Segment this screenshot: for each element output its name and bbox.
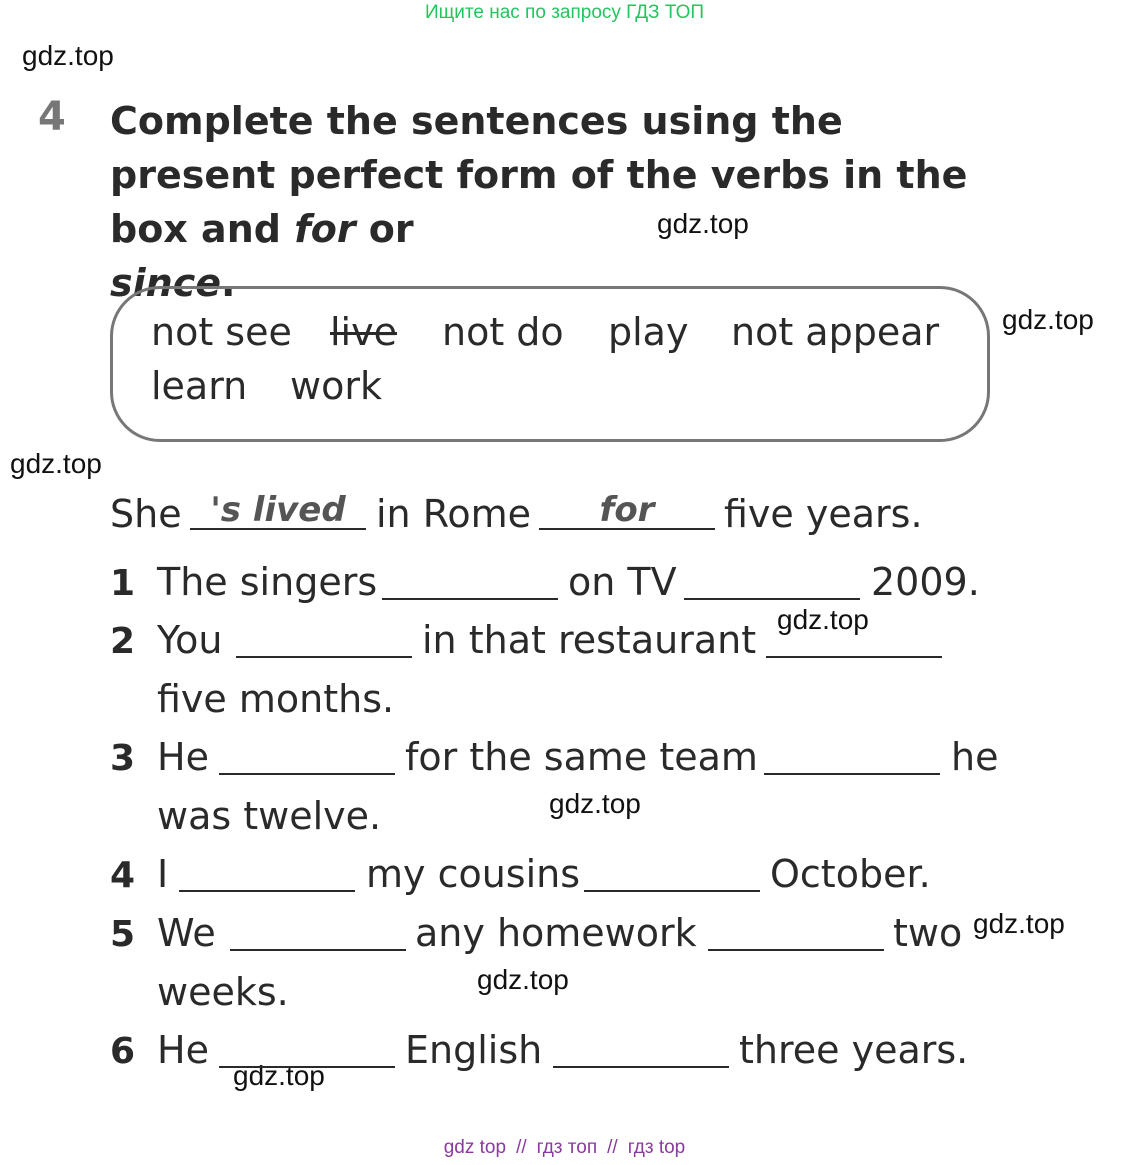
example-answer: 's lived: [210, 490, 346, 530]
sentence-text: I: [157, 852, 169, 896]
answer-blank[interactable]: [190, 528, 366, 530]
answer-blank[interactable]: [382, 598, 558, 600]
example-text: five years.: [724, 492, 923, 536]
sentence-text: 2009.: [871, 560, 980, 604]
instruction-for: for: [294, 207, 356, 251]
answer-blank[interactable]: [766, 656, 942, 658]
answer-blank[interactable]: [553, 1066, 729, 1068]
watermark: gdz.top: [973, 908, 1065, 939]
instruction-end: .: [221, 261, 236, 305]
answer-blank[interactable]: [236, 656, 412, 658]
answer-blank[interactable]: [764, 773, 940, 775]
sentence-number: 3: [110, 738, 136, 779]
sentence-number: 4: [110, 855, 136, 896]
answer-blank[interactable]: [219, 773, 395, 775]
sentence-text: he: [951, 735, 999, 779]
example-answer: for: [599, 490, 655, 530]
watermark: gdz.top: [549, 788, 641, 819]
footer-link[interactable]: гдз топ: [536, 1137, 598, 1158]
footer-separator: //: [607, 1137, 618, 1158]
sentence-text: on TV: [568, 560, 677, 604]
footer-link[interactable]: gdz top: [443, 1137, 507, 1158]
answer-blank[interactable]: [179, 890, 355, 892]
answer-blank[interactable]: [584, 890, 760, 892]
sentence-text: my cousins: [366, 852, 581, 896]
sentence-number: 2: [110, 621, 136, 662]
sentence-number: 1: [110, 563, 136, 604]
answer-blank[interactable]: [230, 949, 406, 951]
watermark: gdz.top: [777, 604, 869, 635]
instruction-since: since: [110, 261, 221, 305]
footer-separator: //: [516, 1137, 527, 1158]
sentence-text: You: [157, 618, 223, 662]
sentence-text: The singers: [157, 560, 378, 604]
word-box-word: work: [290, 364, 382, 408]
word-box-word: learn: [151, 364, 248, 408]
answer-blank[interactable]: [539, 528, 715, 530]
exercise-number: 4: [38, 94, 66, 140]
top-banner: Ищите нас по запросу ГДЗ ТОП: [424, 2, 705, 23]
sentence-text: five months.: [157, 677, 395, 721]
sentence-text: We: [157, 911, 216, 955]
sentence-text: October.: [770, 852, 931, 896]
footer-link[interactable]: гдз top: [627, 1137, 686, 1158]
sentence-text: He: [157, 735, 209, 779]
sentence-text: three years.: [739, 1028, 969, 1072]
watermark: gdz.top: [22, 40, 114, 71]
answer-blank[interactable]: [219, 1066, 395, 1068]
word-box-word: not see: [151, 310, 292, 354]
sentence-text: in that restaurant: [422, 618, 757, 662]
watermark: gdz.top: [657, 208, 749, 239]
watermark: gdz.top: [477, 964, 569, 995]
word-box-word-struck: live: [330, 310, 397, 354]
sentence-text: English: [405, 1028, 543, 1072]
answer-blank[interactable]: [708, 949, 884, 951]
example-text: She: [110, 492, 182, 536]
word-box-word: not appear: [731, 310, 940, 354]
sentence-number: 5: [110, 914, 136, 955]
exercise-instruction: [110, 94, 1010, 310]
instruction-or: or: [355, 207, 414, 251]
word-box-word: play: [608, 310, 689, 354]
word-box-word: not do: [442, 310, 564, 354]
answer-blank[interactable]: [684, 598, 860, 600]
sentence-text: was twelve.: [157, 794, 382, 838]
sentence-text: weeks.: [157, 970, 289, 1014]
sentence-text: two: [893, 911, 963, 955]
sentence-text: for the same team: [405, 735, 758, 779]
watermark: gdz.top: [233, 1060, 325, 1091]
sentence-text: any homework: [415, 911, 697, 955]
example-text: in Rome: [376, 492, 532, 536]
watermark: gdz.top: [10, 448, 102, 479]
instruction-text: Complete the sentences using the present perfect form of the verbs in the box and: [110, 99, 968, 251]
watermark: gdz.top: [1002, 304, 1094, 335]
footer-links: [0, 1137, 1129, 1159]
sentence-text: He: [157, 1028, 209, 1072]
sentence-number: 6: [110, 1031, 136, 1072]
